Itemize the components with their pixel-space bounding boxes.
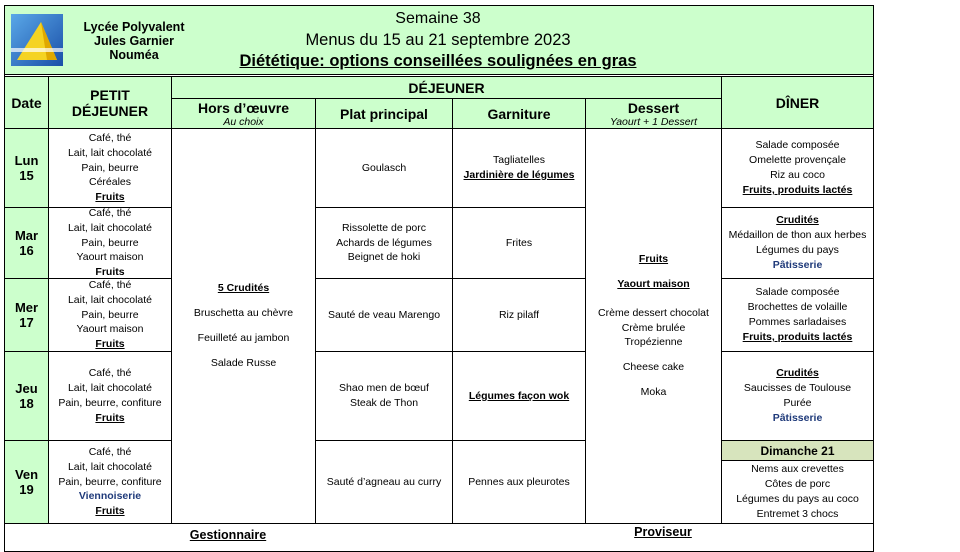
- week-title: Semaine 38: [395, 10, 481, 27]
- side-dish-cell: Riz pilaff: [452, 278, 586, 352]
- sunday-title: Dimanche 21: [721, 440, 874, 461]
- side-dish-cell: Pennes aux pleurotes: [452, 440, 586, 524]
- dinner-cell: Salade composée Brochettes de volaille Pommes sarladaises Fruits, produits lactés: [721, 278, 874, 352]
- col-plat-principal: Plat principal: [315, 98, 453, 129]
- sunday-cell: Nems aux crevettes Côtes de porc Légumes du pays au coco Entremet 3 chocs: [721, 460, 874, 524]
- day-cell: Mer 17: [4, 278, 49, 352]
- footer-proviseur: Proviseur: [634, 525, 692, 539]
- dinner-cell: Crudités Médaillon de thon aux herbes Légumes du pays Pâtisserie: [721, 207, 874, 279]
- col-petit-dejeuner: PETIT DÉJEUNER: [48, 76, 172, 129]
- main-dish-cell: Sauté de veau Marengo: [315, 278, 453, 352]
- main-dish-cell: Shao men de bœuf Steak de Thon: [315, 351, 453, 441]
- breakfast-cell: Café, thé Lait, lait chocolaté Pain, beurre Céréales Fruits: [48, 128, 172, 208]
- col-dessert: Dessert Yaourt + 1 Dessert: [585, 98, 722, 129]
- breakfast-cell: Café, thé Lait, lait chocolaté Pain, beurre, confiture Fruits: [48, 351, 172, 441]
- day-cell: Jeu 18: [4, 351, 49, 441]
- school-logo: [11, 14, 63, 66]
- footer-gestionnaire: Gestionnaire: [189, 528, 267, 542]
- day-cell: Ven 19: [4, 440, 49, 524]
- col-garniture: Garniture: [452, 98, 586, 129]
- day-cell: Mar 16: [4, 207, 49, 279]
- main-dish-cell: Goulasch: [315, 128, 453, 208]
- hors-oeuvre-cell: 5 Crudités Bruschetta au chèvre Feuilleté au jambon Salade Russe: [171, 128, 316, 524]
- diet-title: Diététique: options conseillées soulignées en gras: [239, 52, 637, 70]
- col-diner: DÎNER: [721, 76, 874, 129]
- dinner-cell: Salade composée Omelette provençale Riz au coco Fruits, produits lactés: [721, 128, 874, 208]
- breakfast-cell: Café, thé Lait, lait chocolaté Pain, beurre, confiture Viennoiserie Fruits: [48, 440, 172, 524]
- main-dish-cell: Rissolette de porc Achards de légumes Beignet de hoki: [315, 207, 453, 279]
- dessert-cell: Fruits Yaourt maison Crème dessert chocolat Crème brulée Tropézienne Cheese cake Moka: [585, 128, 722, 524]
- main-dish-cell: Sauté d’agneau au curry: [315, 440, 453, 524]
- col-hors-oeuvre: Hors d’œuvre Au choix: [171, 98, 316, 129]
- side-dish-cell: Frites: [452, 207, 586, 279]
- dinner-cell: Crudités Saucisses de Toulouse Purée Pâtisserie: [721, 351, 874, 441]
- menus-title: Menus du 15 au 21 septembre 2023: [305, 31, 571, 49]
- breakfast-cell: Café, thé Lait, lait chocolaté Pain, beurre Yaourt maison Fruits: [48, 278, 172, 352]
- side-dish-cell: Légumes façon wok: [452, 351, 586, 441]
- school-name: Lycée Polyvalent Jules Garnier Nouméa: [83, 20, 185, 62]
- day-cell: Lun 15: [4, 128, 49, 208]
- breakfast-cell: Café, thé Lait, lait chocolaté Pain, beurre Yaourt maison Fruits: [48, 207, 172, 279]
- header-divider: [5, 74, 873, 75]
- side-dish-cell: Tagliatelles Jardinière de légumes: [452, 128, 586, 208]
- col-date: Date: [4, 76, 49, 129]
- col-dejeuner: DÉJEUNER: [171, 76, 722, 99]
